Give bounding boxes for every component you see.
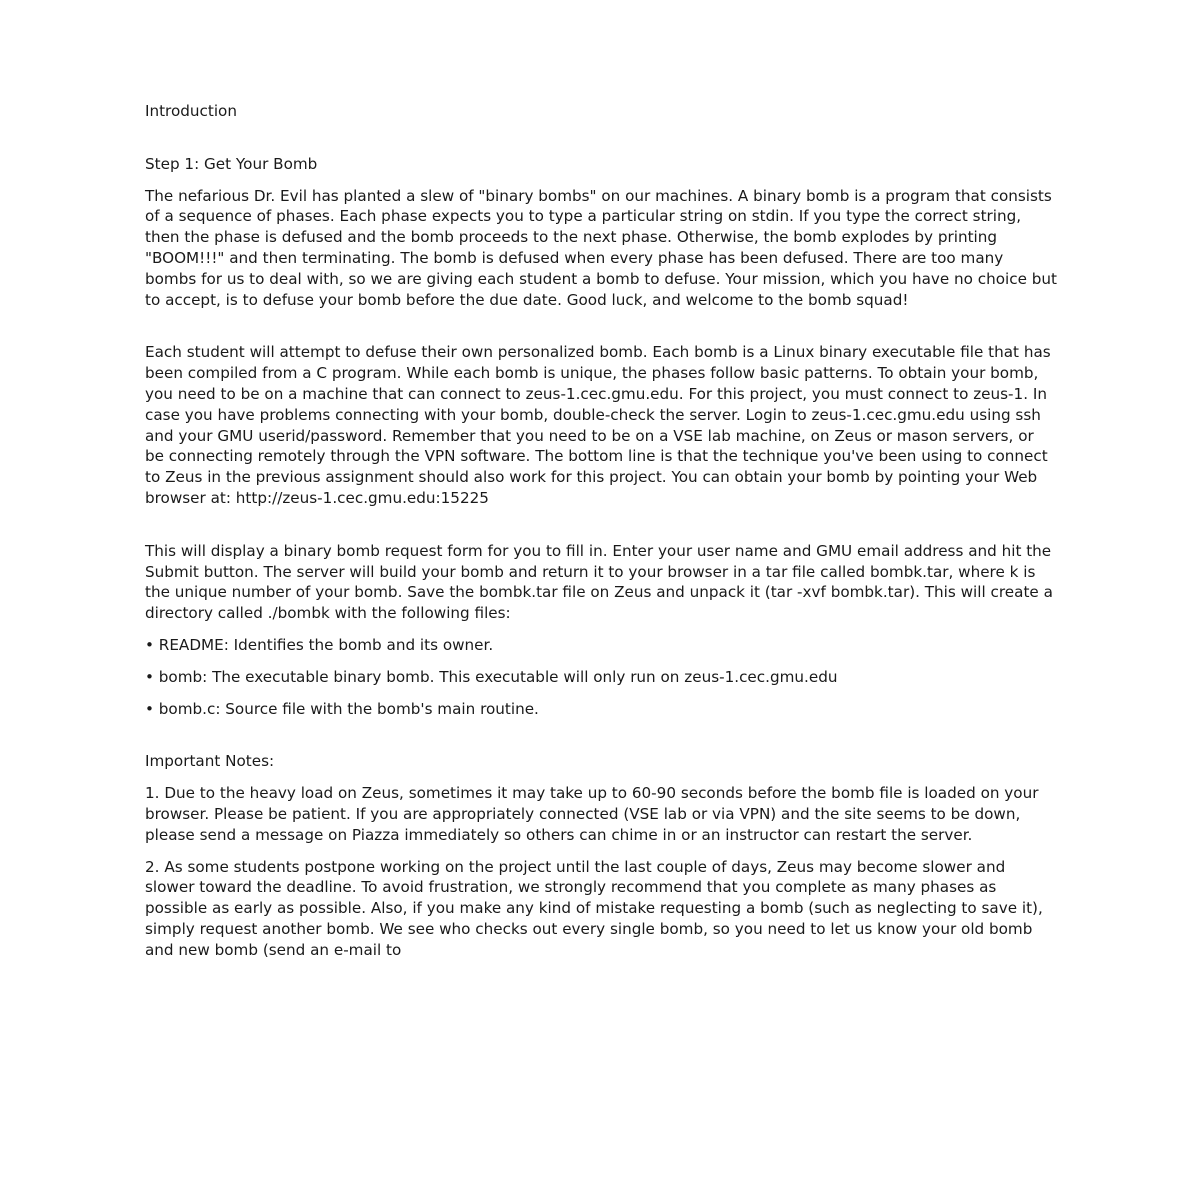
spacer <box>145 846 1057 857</box>
spacer <box>145 122 1057 154</box>
paragraph-request-form: This will display a binary bomb request form for you to fill in. Enter your user name and GMU email address and hit the Submit button. The server will build your bomb and return it to your browser in a tar file called bombk.tar, where k is the unique number of your bomb. Save the bombk.tar file on Zeus and unpack it (tar -xvf bombk.tar). This will create a directory called ./bombk with the following files: <box>145 541 1058 623</box>
note-2: 2. As some students postpone working on the project until the last couple of days, Zeus may become slower and slower toward the deadline. To avoid frustration, we strongly recommend that you complete as many phases as possible as early as possible. Also, if you make any kind of mistake requesting a bomb (such as neglecting to save it), simply request another bomb. We see who checks out every single bomb, so you need to let us know your old bomb and new bomb (send an e-mail to <box>145 857 1048 959</box>
heading-step-1: Step 1: Get Your Bomb <box>145 154 318 173</box>
paragraph-intro: The nefarious Dr. Evil has planted a slew of "binary bombs" on our machines. A binary bomb is a program that consists of a sequence of phases. Each phase expects you to type a particular string on stdin. If you type the correct string, then the phase is defused and the bomb proceeds to the next phase. Otherwise, the bomb explodes by printing "BOOM!!!" and then terminating. The bomb is defused when every phase has been defused. There are too many bombs for us to deal with, so we are giving each student a bomb to defuse. Your mission, which you have no choice but to accept, is to defuse your bomb before the due date. Good luck, and welcome to the bomb squad! <box>145 186 1062 309</box>
bullet-bomb: • bomb: The executable binary bomb. This executable will only run on zeus-1.cec.gmu.edu <box>145 667 838 686</box>
note-1: 1. Due to the heavy load on Zeus, sometimes it may take up to 60-90 seconds before the bomb file is loaded on your browser. Please be patient. If you are appropriately connected (VSE lab or via VPN) and the site seems to be down, please send a message on Piazza immediately so others can chime in or an instructor can restart the server. <box>145 784 1044 844</box>
spacer <box>145 688 1057 699</box>
spacer <box>145 310 1057 342</box>
heading-introduction: Introduction <box>145 102 237 120</box>
spacer <box>145 175 1057 186</box>
bullet-readme: • README: Identifies the bomb and its owner. <box>145 635 494 654</box>
paragraph-obtain-bomb: Each student will attempt to defuse their own personalized bomb. Each bomb is a Linux binary executable file that has been compiled from a C program. While each bomb is unique, the phases follow basic patterns. To obtain your bomb, you need to be on a machine that can connect to zeus-1.cec.gmu.edu. For this project, you must connect to zeus-1. In case you have problems connecting with your bomb, double-check the server. Login to zeus-1.cec.gmu.edu using ssh and your GMU userid/password. Remember that you need to be on a VSE lab machine, on Zeus or mason servers, or be connecting remotely through the VPN software. The bottom line is that the technique you've been using to connect to Zeus in the previous assignment should also work for this project. You can obtain your bomb by pointing your Web browser at: http://zeus-1.cec.gmu.edu:15225 <box>145 343 1056 507</box>
spacer <box>145 656 1057 667</box>
document-page <box>145 101 1062 961</box>
bullet-bomb-c: • bomb.c: Source file with the bomb's main routine. <box>145 699 539 718</box>
spacer <box>145 719 1057 751</box>
heading-important-notes: Important Notes: <box>145 752 275 771</box>
spacer <box>145 624 1057 635</box>
spacer <box>145 509 1057 541</box>
spacer <box>145 772 1057 783</box>
